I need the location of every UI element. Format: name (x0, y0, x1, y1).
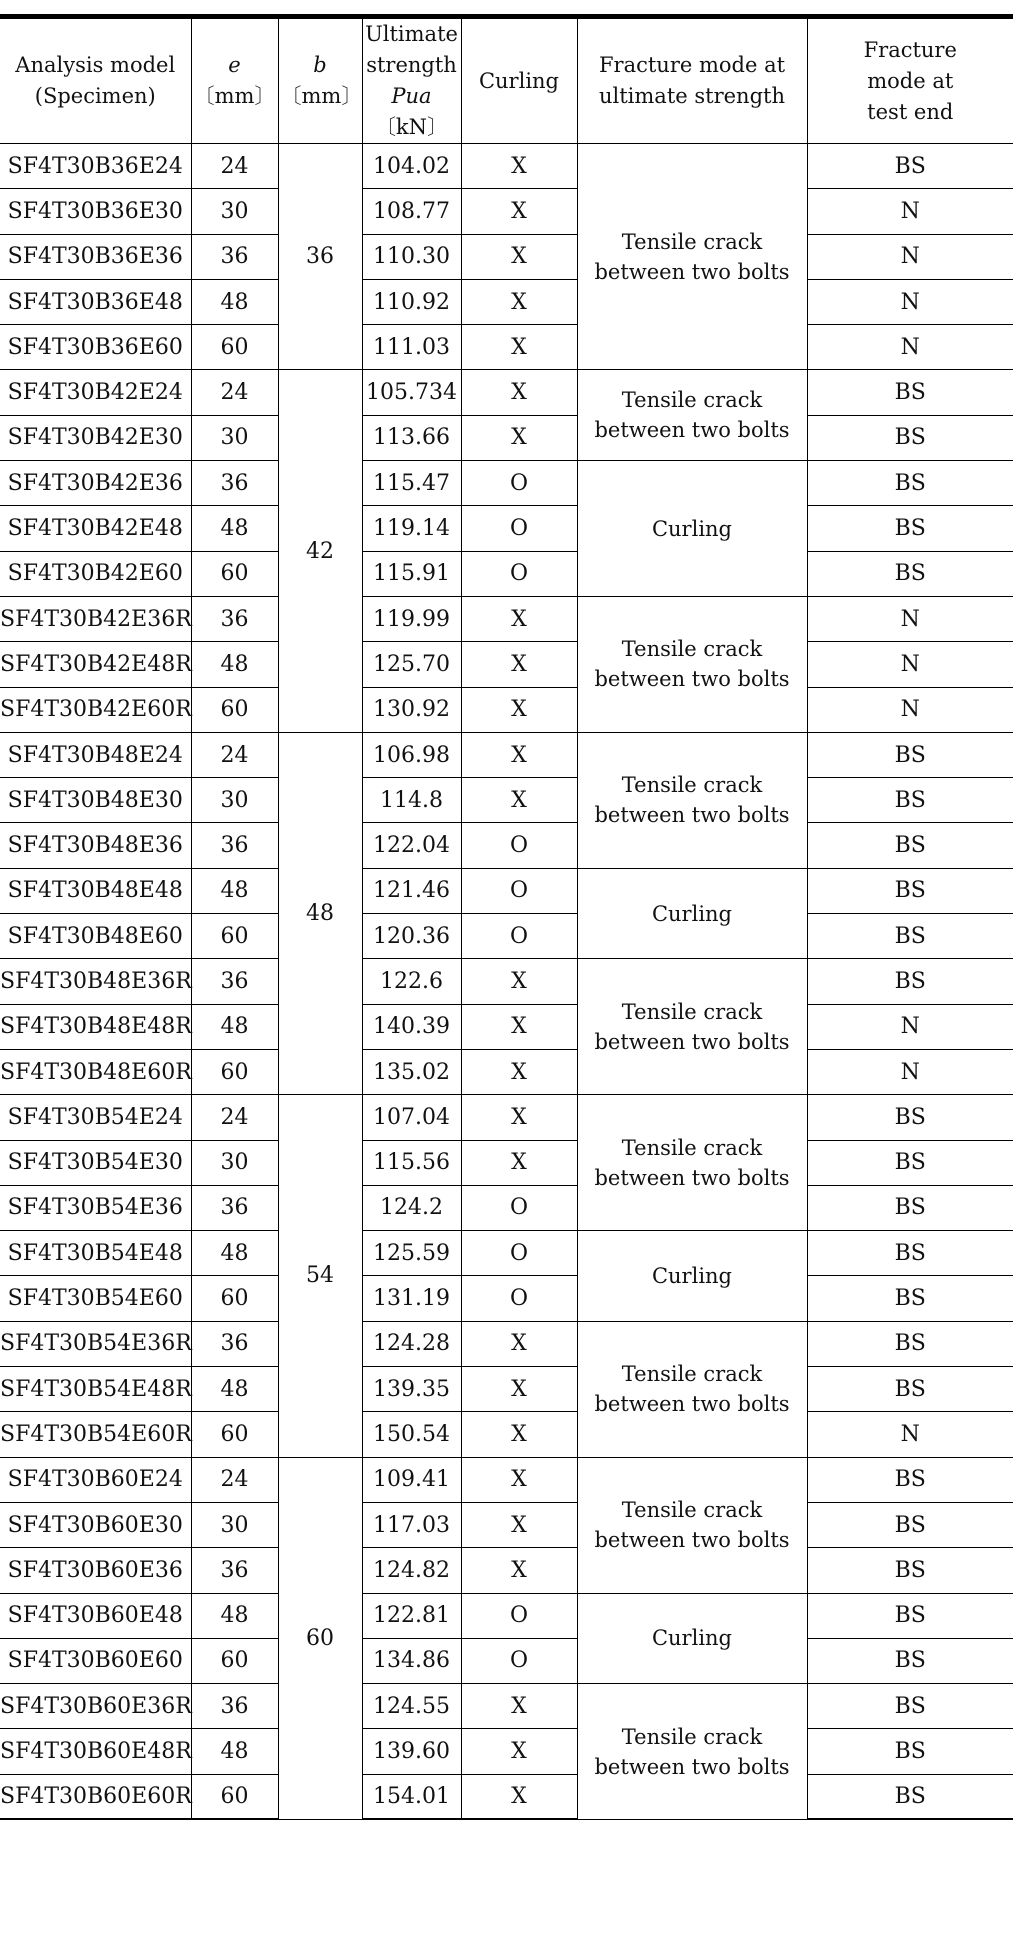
header-b-unit: 〔mm〕 (280, 84, 363, 108)
table-header (0, 17, 1013, 144)
cell-curling: O (461, 868, 577, 913)
cell-model: SF4T30B60E30 (0, 1502, 191, 1547)
cell-curling: O (461, 1593, 577, 1638)
cell-fracture-mode (577, 461, 807, 597)
cell-model: SF4T30B48E48 (0, 868, 191, 913)
cell-end-mode: N (807, 596, 1013, 641)
cell-e: 60 (191, 551, 278, 596)
cell-curling: X (461, 1729, 577, 1774)
cell-curling: X (461, 370, 577, 415)
fracture-mode-line1: Tensile crack (621, 773, 763, 798)
fracture-mode-line1: Curling (651, 516, 733, 541)
cell-model: SF4T30B36E60 (0, 325, 191, 370)
header-pua-line1: Ultimate (365, 22, 458, 46)
cell-b: 60 (278, 1457, 362, 1819)
table-row (0, 732, 1013, 777)
cell-end-mode: N (807, 1004, 1013, 1049)
cell-model: SF4T30B42E60 (0, 551, 191, 596)
cell-e: 60 (191, 1276, 278, 1321)
cell-e: 36 (191, 461, 278, 506)
cell-curling: X (461, 642, 577, 687)
cell-e: 30 (191, 189, 278, 234)
cell-e: 60 (191, 1774, 278, 1819)
cell-curling: X (461, 1140, 577, 1185)
cell-end-mode: BS (807, 144, 1013, 189)
cell-end-mode: BS (807, 1095, 1013, 1140)
cell-end-mode: BS (807, 959, 1013, 1004)
cell-curling: X (461, 325, 577, 370)
header-end-line1: Fracture (863, 37, 957, 62)
header-mode (577, 17, 807, 144)
cell-fracture-mode (577, 1321, 807, 1457)
cell-e: 48 (191, 868, 278, 913)
cell-curling: X (461, 415, 577, 460)
fracture-mode-line2: between two bolts (594, 1029, 790, 1054)
cell-e: 48 (191, 1004, 278, 1049)
cell-model: SF4T30B54E60R (0, 1412, 191, 1457)
cell-model: SF4T30B48E60R (0, 1049, 191, 1094)
cell-end-mode: BS (807, 914, 1013, 959)
cell-e: 36 (191, 1684, 278, 1729)
cell-end-mode: BS (807, 1774, 1013, 1819)
cell-end-mode: N (807, 1049, 1013, 1094)
cell-curling: X (461, 687, 577, 732)
cell-e: 24 (191, 370, 278, 415)
table-row (0, 279, 1013, 324)
cell-fracture-mode (577, 1593, 807, 1684)
table-row (0, 823, 1013, 868)
cell-model: SF4T30B42E36 (0, 461, 191, 506)
cell-pua: 115.91 (362, 551, 461, 596)
cell-pua: 114.8 (362, 778, 461, 823)
fracture-mode-line1: Curling (651, 901, 733, 926)
header-model-line2: (Specimen) (34, 84, 156, 108)
cell-curling: X (461, 732, 577, 777)
cell-curling: O (461, 1638, 577, 1683)
header-e (191, 17, 278, 144)
table-row (0, 325, 1013, 370)
cell-pua: 124.2 (362, 1185, 461, 1230)
cell-curling: X (461, 189, 577, 234)
cell-e: 36 (191, 234, 278, 279)
cell-pua: 124.55 (362, 1684, 461, 1729)
cell-e: 36 (191, 596, 278, 641)
fracture-mode-line1: Curling (651, 1626, 733, 1651)
cell-curling: O (461, 823, 577, 868)
cell-curling: O (461, 461, 577, 506)
table-row (0, 551, 1013, 596)
fracture-mode-line1: Tensile crack (621, 388, 763, 413)
header-end-mode (807, 17, 1013, 144)
cell-e: 60 (191, 1049, 278, 1094)
cell-curling: X (461, 1049, 577, 1094)
cell-end-mode: BS (807, 1638, 1013, 1683)
fracture-mode-line1: Tensile crack (621, 999, 763, 1024)
header-e-unit: 〔mm〕 (193, 84, 276, 108)
cell-end-mode: N (807, 642, 1013, 687)
cell-end-mode: BS (807, 1367, 1013, 1412)
cell-pua: 150.54 (362, 1412, 461, 1457)
cell-end-mode: BS (807, 1548, 1013, 1593)
header-e-symbol: e (228, 53, 241, 77)
cell-pua: 122.04 (362, 823, 461, 868)
table-row (0, 1321, 1013, 1366)
cell-curling: X (461, 1502, 577, 1547)
cell-model: SF4T30B42E48R (0, 642, 191, 687)
cell-curling: X (461, 778, 577, 823)
cell-e: 48 (191, 1231, 278, 1276)
cell-model: SF4T30B54E48 (0, 1231, 191, 1276)
cell-e: 30 (191, 778, 278, 823)
cell-e: 36 (191, 959, 278, 1004)
cell-pua: 124.28 (362, 1321, 461, 1366)
cell-model: SF4T30B42E30 (0, 415, 191, 460)
cell-e: 30 (191, 1502, 278, 1547)
cell-model: SF4T30B54E48R (0, 1367, 191, 1412)
cell-model: SF4T30B42E36R (0, 596, 191, 641)
table-row (0, 1684, 1013, 1729)
header-pua (362, 17, 461, 144)
header-model (0, 17, 191, 144)
cell-e: 24 (191, 1095, 278, 1140)
cell-end-mode: BS (807, 732, 1013, 777)
cell-model: SF4T30B54E36R (0, 1321, 191, 1366)
table-row (0, 642, 1013, 687)
header-model-line1: Analysis model (15, 53, 176, 77)
cell-curling: X (461, 144, 577, 189)
cell-model: SF4T30B60E36 (0, 1548, 191, 1593)
cell-end-mode: BS (807, 461, 1013, 506)
fracture-mode-line2: between two bolts (594, 1165, 790, 1190)
table-row (0, 596, 1013, 641)
cell-end-mode: BS (807, 370, 1013, 415)
cell-curling: O (461, 1231, 577, 1276)
cell-b: 42 (278, 370, 362, 732)
cell-pua: 130.92 (362, 687, 461, 732)
cell-end-mode: N (807, 325, 1013, 370)
table-row (0, 1276, 1013, 1321)
cell-model: SF4T30B60E24 (0, 1457, 191, 1502)
cell-end-mode: BS (807, 506, 1013, 551)
cell-e: 24 (191, 732, 278, 777)
cell-e: 24 (191, 1457, 278, 1502)
cell-model: SF4T30B48E30 (0, 778, 191, 823)
cell-model: SF4T30B42E24 (0, 370, 191, 415)
cell-e: 60 (191, 1638, 278, 1683)
table-row (0, 914, 1013, 959)
cell-pua: 139.35 (362, 1367, 461, 1412)
table-row (0, 1412, 1013, 1457)
cell-model: SF4T30B54E60 (0, 1276, 191, 1321)
cell-model: SF4T30B42E48 (0, 506, 191, 551)
cell-end-mode: BS (807, 1502, 1013, 1547)
cell-fracture-mode (577, 1684, 807, 1820)
cell-fracture-mode (577, 144, 807, 370)
table-row (0, 144, 1013, 189)
cell-pua: 113.66 (362, 415, 461, 460)
cell-curling: O (461, 1185, 577, 1230)
table-row (0, 1457, 1013, 1502)
fracture-mode-line2: between two bolts (594, 1392, 790, 1417)
cell-pua: 115.47 (362, 461, 461, 506)
cell-curling: X (461, 1412, 577, 1457)
cell-end-mode: N (807, 687, 1013, 732)
cell-curling: X (461, 1321, 577, 1366)
header-mode-line1: Fracture mode at (598, 53, 786, 77)
cell-curling: X (461, 596, 577, 641)
cell-pua: 105.734 (362, 370, 461, 415)
fracture-mode-line2: between two bolts (594, 803, 790, 828)
cell-model: SF4T30B48E60 (0, 914, 191, 959)
table-row (0, 1095, 1013, 1140)
cell-end-mode: BS (807, 1321, 1013, 1366)
cell-fracture-mode (577, 1095, 807, 1231)
cell-model: SF4T30B36E30 (0, 189, 191, 234)
table-row (0, 687, 1013, 732)
table-row (0, 1231, 1013, 1276)
cell-end-mode: BS (807, 1276, 1013, 1321)
cell-e: 30 (191, 1140, 278, 1185)
fracture-mode-line2: between two bolts (594, 418, 790, 443)
cell-e: 36 (191, 1548, 278, 1593)
cell-curling: X (461, 1367, 577, 1412)
table-row (0, 1185, 1013, 1230)
cell-model: SF4T30B36E48 (0, 279, 191, 324)
fracture-mode-line2: between two bolts (594, 667, 790, 692)
cell-end-mode: BS (807, 1185, 1013, 1230)
cell-e: 60 (191, 1412, 278, 1457)
cell-curling: O (461, 551, 577, 596)
cell-e: 48 (191, 1729, 278, 1774)
header-pua-symbol: Pua (391, 84, 432, 108)
cell-pua: 125.59 (362, 1231, 461, 1276)
cell-pua: 139.60 (362, 1729, 461, 1774)
fracture-mode-line1: Tensile crack (621, 637, 763, 662)
table-row (0, 1140, 1013, 1185)
cell-model: SF4T30B48E48R (0, 1004, 191, 1049)
cell-curling: O (461, 1276, 577, 1321)
cell-pua: 110.30 (362, 234, 461, 279)
cell-pua: 131.19 (362, 1276, 461, 1321)
table-row (0, 234, 1013, 279)
cell-pua: 110.92 (362, 279, 461, 324)
cell-fracture-mode (577, 1457, 807, 1593)
cell-pua: 135.02 (362, 1049, 461, 1094)
cell-model: SF4T30B60E60 (0, 1638, 191, 1683)
results-table (0, 14, 1013, 1820)
cell-end-mode: N (807, 234, 1013, 279)
cell-fracture-mode (577, 596, 807, 732)
cell-pua: 140.39 (362, 1004, 461, 1049)
header-pua-line2: strength (366, 53, 457, 77)
cell-pua: 122.6 (362, 959, 461, 1004)
fracture-mode-line2: between two bolts (594, 259, 790, 284)
cell-pua: 154.01 (362, 1774, 461, 1819)
cell-curling: X (461, 1004, 577, 1049)
header-row (0, 17, 1013, 144)
header-b (278, 17, 362, 144)
header-curling-label: Curling (478, 68, 560, 93)
cell-model: SF4T30B36E24 (0, 144, 191, 189)
cell-end-mode: BS (807, 823, 1013, 868)
cell-pua: 107.04 (362, 1095, 461, 1140)
table-row (0, 1548, 1013, 1593)
table-row (0, 1367, 1013, 1412)
cell-e: 60 (191, 325, 278, 370)
fracture-mode-line1: Tensile crack (621, 229, 763, 254)
cell-e: 48 (191, 1593, 278, 1638)
cell-model: SF4T30B48E24 (0, 732, 191, 777)
cell-curling: X (461, 1457, 577, 1502)
table-row (0, 1593, 1013, 1638)
cell-end-mode: BS (807, 1140, 1013, 1185)
cell-pua: 108.77 (362, 189, 461, 234)
table-row (0, 1729, 1013, 1774)
cell-end-mode: BS (807, 1231, 1013, 1276)
table-row (0, 1638, 1013, 1683)
cell-pua: 104.02 (362, 144, 461, 189)
header-end-line3: test end (867, 99, 954, 124)
fracture-mode-line2: between two bolts (594, 1528, 790, 1553)
cell-e: 60 (191, 687, 278, 732)
cell-e: 48 (191, 1367, 278, 1412)
cell-fracture-mode (577, 1231, 807, 1322)
cell-e: 48 (191, 642, 278, 687)
cell-curling: X (461, 1095, 577, 1140)
cell-pua: 121.46 (362, 868, 461, 913)
cell-model: SF4T30B54E24 (0, 1095, 191, 1140)
table-row (0, 1004, 1013, 1049)
cell-end-mode: BS (807, 868, 1013, 913)
cell-pua: 106.98 (362, 732, 461, 777)
cell-fracture-mode (577, 370, 807, 461)
cell-e: 48 (191, 279, 278, 324)
cell-model: SF4T30B60E36R (0, 1684, 191, 1729)
cell-pua: 134.86 (362, 1638, 461, 1683)
table-row (0, 959, 1013, 1004)
cell-model: SF4T30B48E36R (0, 959, 191, 1004)
header-end-line2: mode at (867, 68, 954, 93)
header-mode-line2: ultimate strength (599, 84, 785, 108)
table-row (0, 415, 1013, 460)
table-row (0, 1502, 1013, 1547)
cell-pua: 120.36 (362, 914, 461, 959)
cell-model: SF4T30B54E36 (0, 1185, 191, 1230)
table-container (0, 14, 1013, 1820)
fracture-mode-line1: Tensile crack (621, 1724, 763, 1749)
cell-model: SF4T30B36E36 (0, 234, 191, 279)
fracture-mode-line1: Tensile crack (621, 1135, 763, 1160)
cell-pua: 124.82 (362, 1548, 461, 1593)
cell-fracture-mode (577, 868, 807, 959)
cell-e: 36 (191, 1321, 278, 1366)
cell-curling: O (461, 506, 577, 551)
cell-model: SF4T30B54E30 (0, 1140, 191, 1185)
cell-e: 24 (191, 144, 278, 189)
cell-model: SF4T30B42E60R (0, 687, 191, 732)
cell-curling: X (461, 959, 577, 1004)
cell-end-mode: N (807, 189, 1013, 234)
fracture-mode-line1: Tensile crack (621, 1362, 763, 1387)
cell-pua: 109.41 (362, 1457, 461, 1502)
cell-pua: 117.03 (362, 1502, 461, 1547)
cell-curling: X (461, 279, 577, 324)
cell-fracture-mode (577, 959, 807, 1095)
cell-curling: X (461, 1684, 577, 1729)
fracture-mode-line1: Tensile crack (621, 1498, 763, 1523)
cell-e: 36 (191, 1185, 278, 1230)
cell-model: SF4T30B60E60R (0, 1774, 191, 1819)
cell-end-mode: BS (807, 551, 1013, 596)
cell-curling: X (461, 1548, 577, 1593)
cell-end-mode: BS (807, 1729, 1013, 1774)
cell-b: 48 (278, 732, 362, 1094)
table-row (0, 370, 1013, 415)
cell-end-mode: BS (807, 1684, 1013, 1729)
fracture-mode-line2: between two bolts (594, 1754, 790, 1779)
cell-end-mode: BS (807, 415, 1013, 460)
cell-pua: 119.14 (362, 506, 461, 551)
cell-b: 36 (278, 144, 362, 370)
cell-pua: 119.99 (362, 596, 461, 641)
table-row (0, 461, 1013, 506)
table-row (0, 506, 1013, 551)
cell-b: 54 (278, 1095, 362, 1457)
cell-end-mode: BS (807, 1593, 1013, 1638)
cell-pua: 111.03 (362, 325, 461, 370)
cell-pua: 115.56 (362, 1140, 461, 1185)
cell-end-mode: N (807, 1412, 1013, 1457)
cell-end-mode: BS (807, 1457, 1013, 1502)
table-row (0, 868, 1013, 913)
cell-e: 60 (191, 914, 278, 959)
fracture-mode-line1: Curling (651, 1263, 733, 1288)
cell-e: 30 (191, 415, 278, 460)
table-row (0, 778, 1013, 823)
cell-curling: X (461, 1774, 577, 1819)
table-body (0, 144, 1013, 1820)
cell-end-mode: BS (807, 778, 1013, 823)
table-row (0, 1774, 1013, 1819)
header-curling (461, 17, 577, 144)
cell-pua: 122.81 (362, 1593, 461, 1638)
cell-model: SF4T30B60E48 (0, 1593, 191, 1638)
cell-fracture-mode (577, 732, 807, 868)
cell-pua: 125.70 (362, 642, 461, 687)
table-row (0, 189, 1013, 234)
table-row (0, 1049, 1013, 1094)
cell-e: 36 (191, 823, 278, 868)
cell-model: SF4T30B60E48R (0, 1729, 191, 1774)
cell-e: 48 (191, 506, 278, 551)
header-b-symbol: b (313, 53, 327, 77)
cell-curling: O (461, 914, 577, 959)
cell-curling: X (461, 234, 577, 279)
cell-model: SF4T30B48E36 (0, 823, 191, 868)
header-pua-unit: 〔kN〕 (374, 115, 449, 139)
cell-end-mode: N (807, 279, 1013, 324)
